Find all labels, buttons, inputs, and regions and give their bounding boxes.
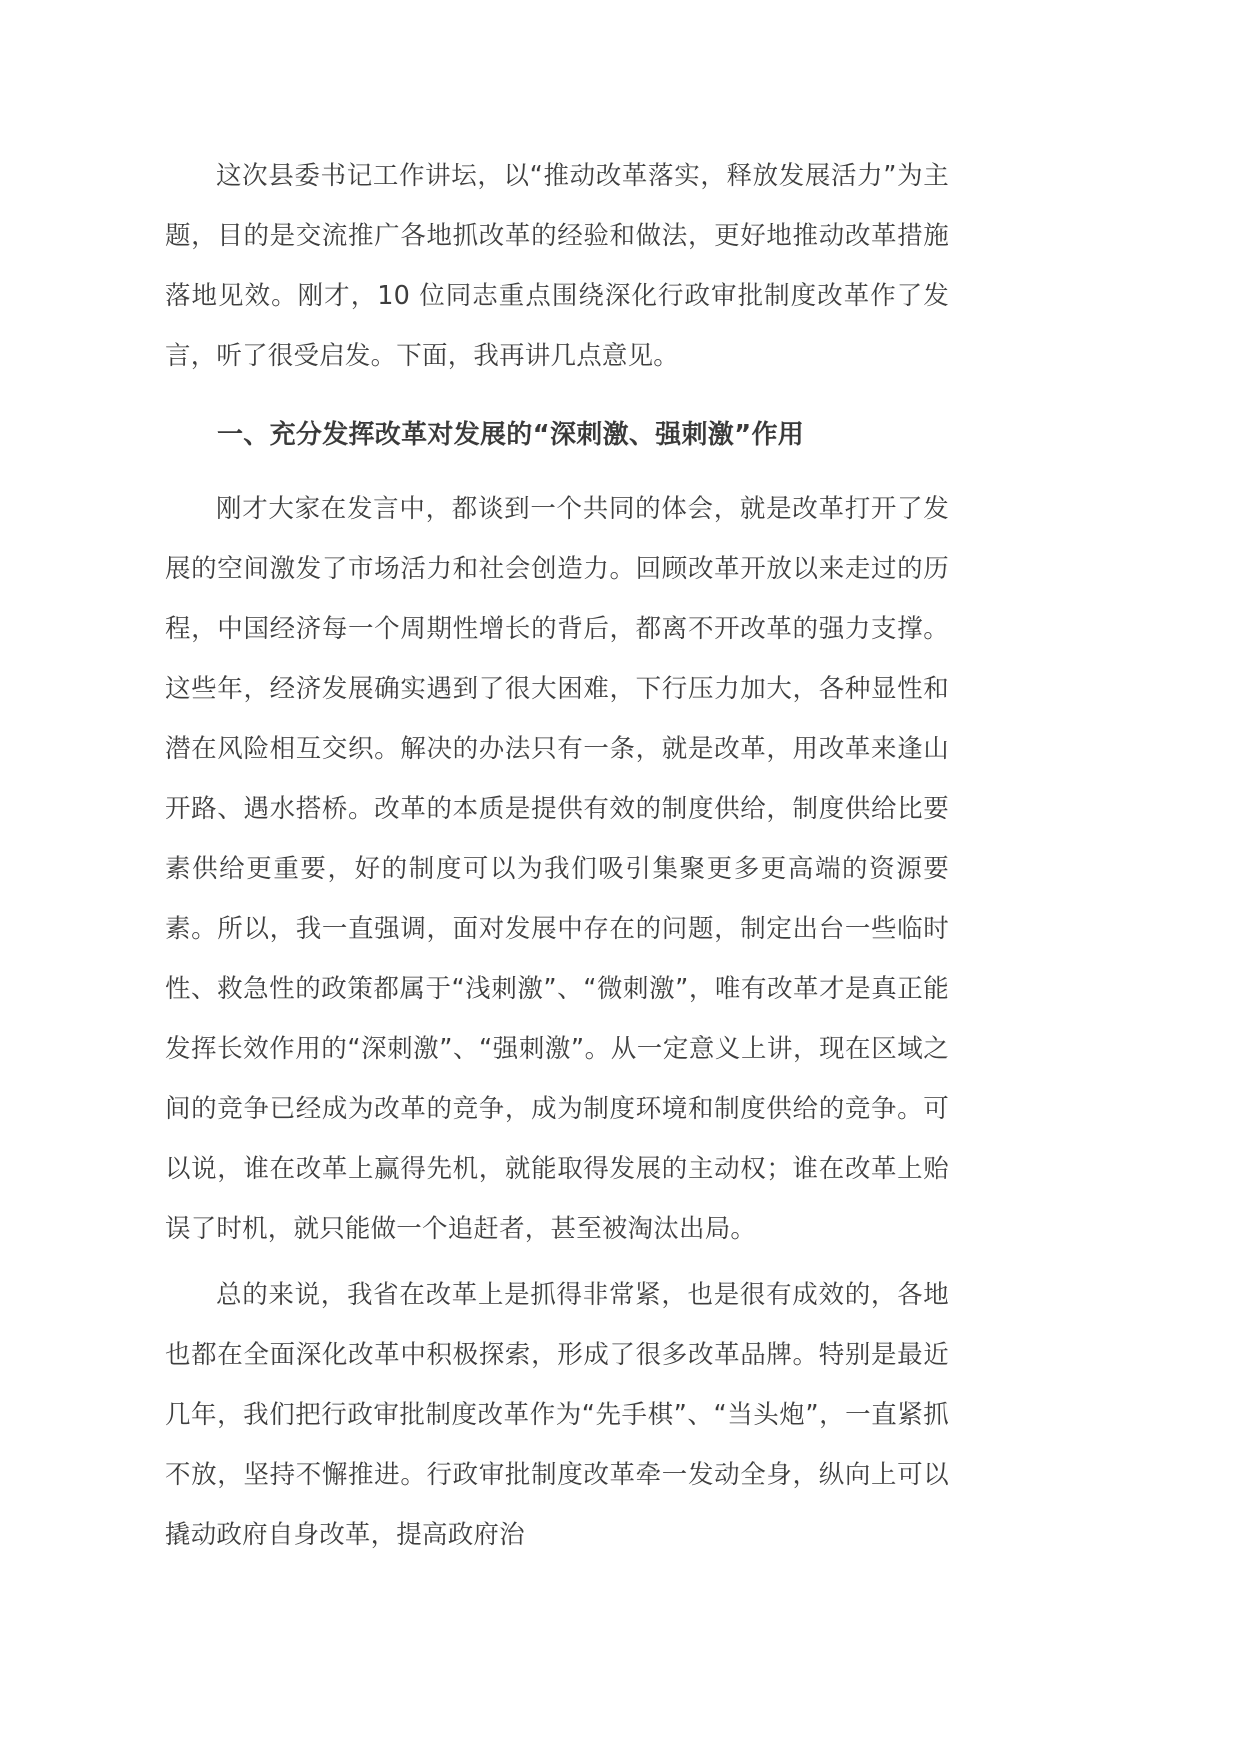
- paragraph-section-one-body: 刚才大家在发言中，都谈到一个共同的体会，就是改革打开了发展的空间激发了市场活力和社会创造力。回顾改革开放以来走过的历程，中国经济每一个周期性增长的背后，都离不开改革的强力支撑。这些年，经济发展确实遇到了很大困难，下行压力加大，各种显性和潜在风险相互交织。解决的办法只有一条，就是改革，用改革来逢山开路、遇水搭桥。改革的本质是提供有效的制度供给，制度供给比要素供给更重要，好的制度可以为我们吸引集聚更多更高端的资源要素。所以，我一直强调，面对发展中存在的问题，制定出台一些临时性、救急性的政策都属于“浅刺激”、“微刺激”，唯有改革才是真正能发挥长效作用的“深刺激”、“强刺激”。从一定意义上讲，现在区域之间的竞争已经成为改革的竞争，成为制度环境和制度供给的竞争。可以说，谁在改革上赢得先机，就能取得发展的主动权；谁在改革上贻误了时机，就只能做一个追赶者，甚至被淘汰出局。: [165, 494, 949, 1244]
- paragraph-intro: 这次县委书记工作讲坛，以“推动改革落实，释放发展活力”为主题，目的是交流推广各地抓改革的经验和做法，更好地推动改革措施落地见效。刚才，10 位同志重点围绕深化行政审批制度改革作了发言，听了很受启发。下面，我再讲几点意见。: [165, 161, 949, 371]
- section-heading-one: 一、充分发挥改革对发展的“深刺激、强刺激”作用: [217, 420, 805, 450]
- document-body: [165, 146, 949, 1565]
- paragraph-section-one-summary: 总的来说，我省在改革上是抓得非常紧，也是很有成效的，各地也都在全面深化改革中积极探索，形成了很多改革品牌。特别是最近几年，我们把行政审批制度改革作为“先手棋”、“当头炮”，一直紧抓不放，坚持不懈推进。行政审批制度改革牵一发动全身，纵向上可以撬动政府自身改革，提高政府治: [165, 1280, 949, 1550]
